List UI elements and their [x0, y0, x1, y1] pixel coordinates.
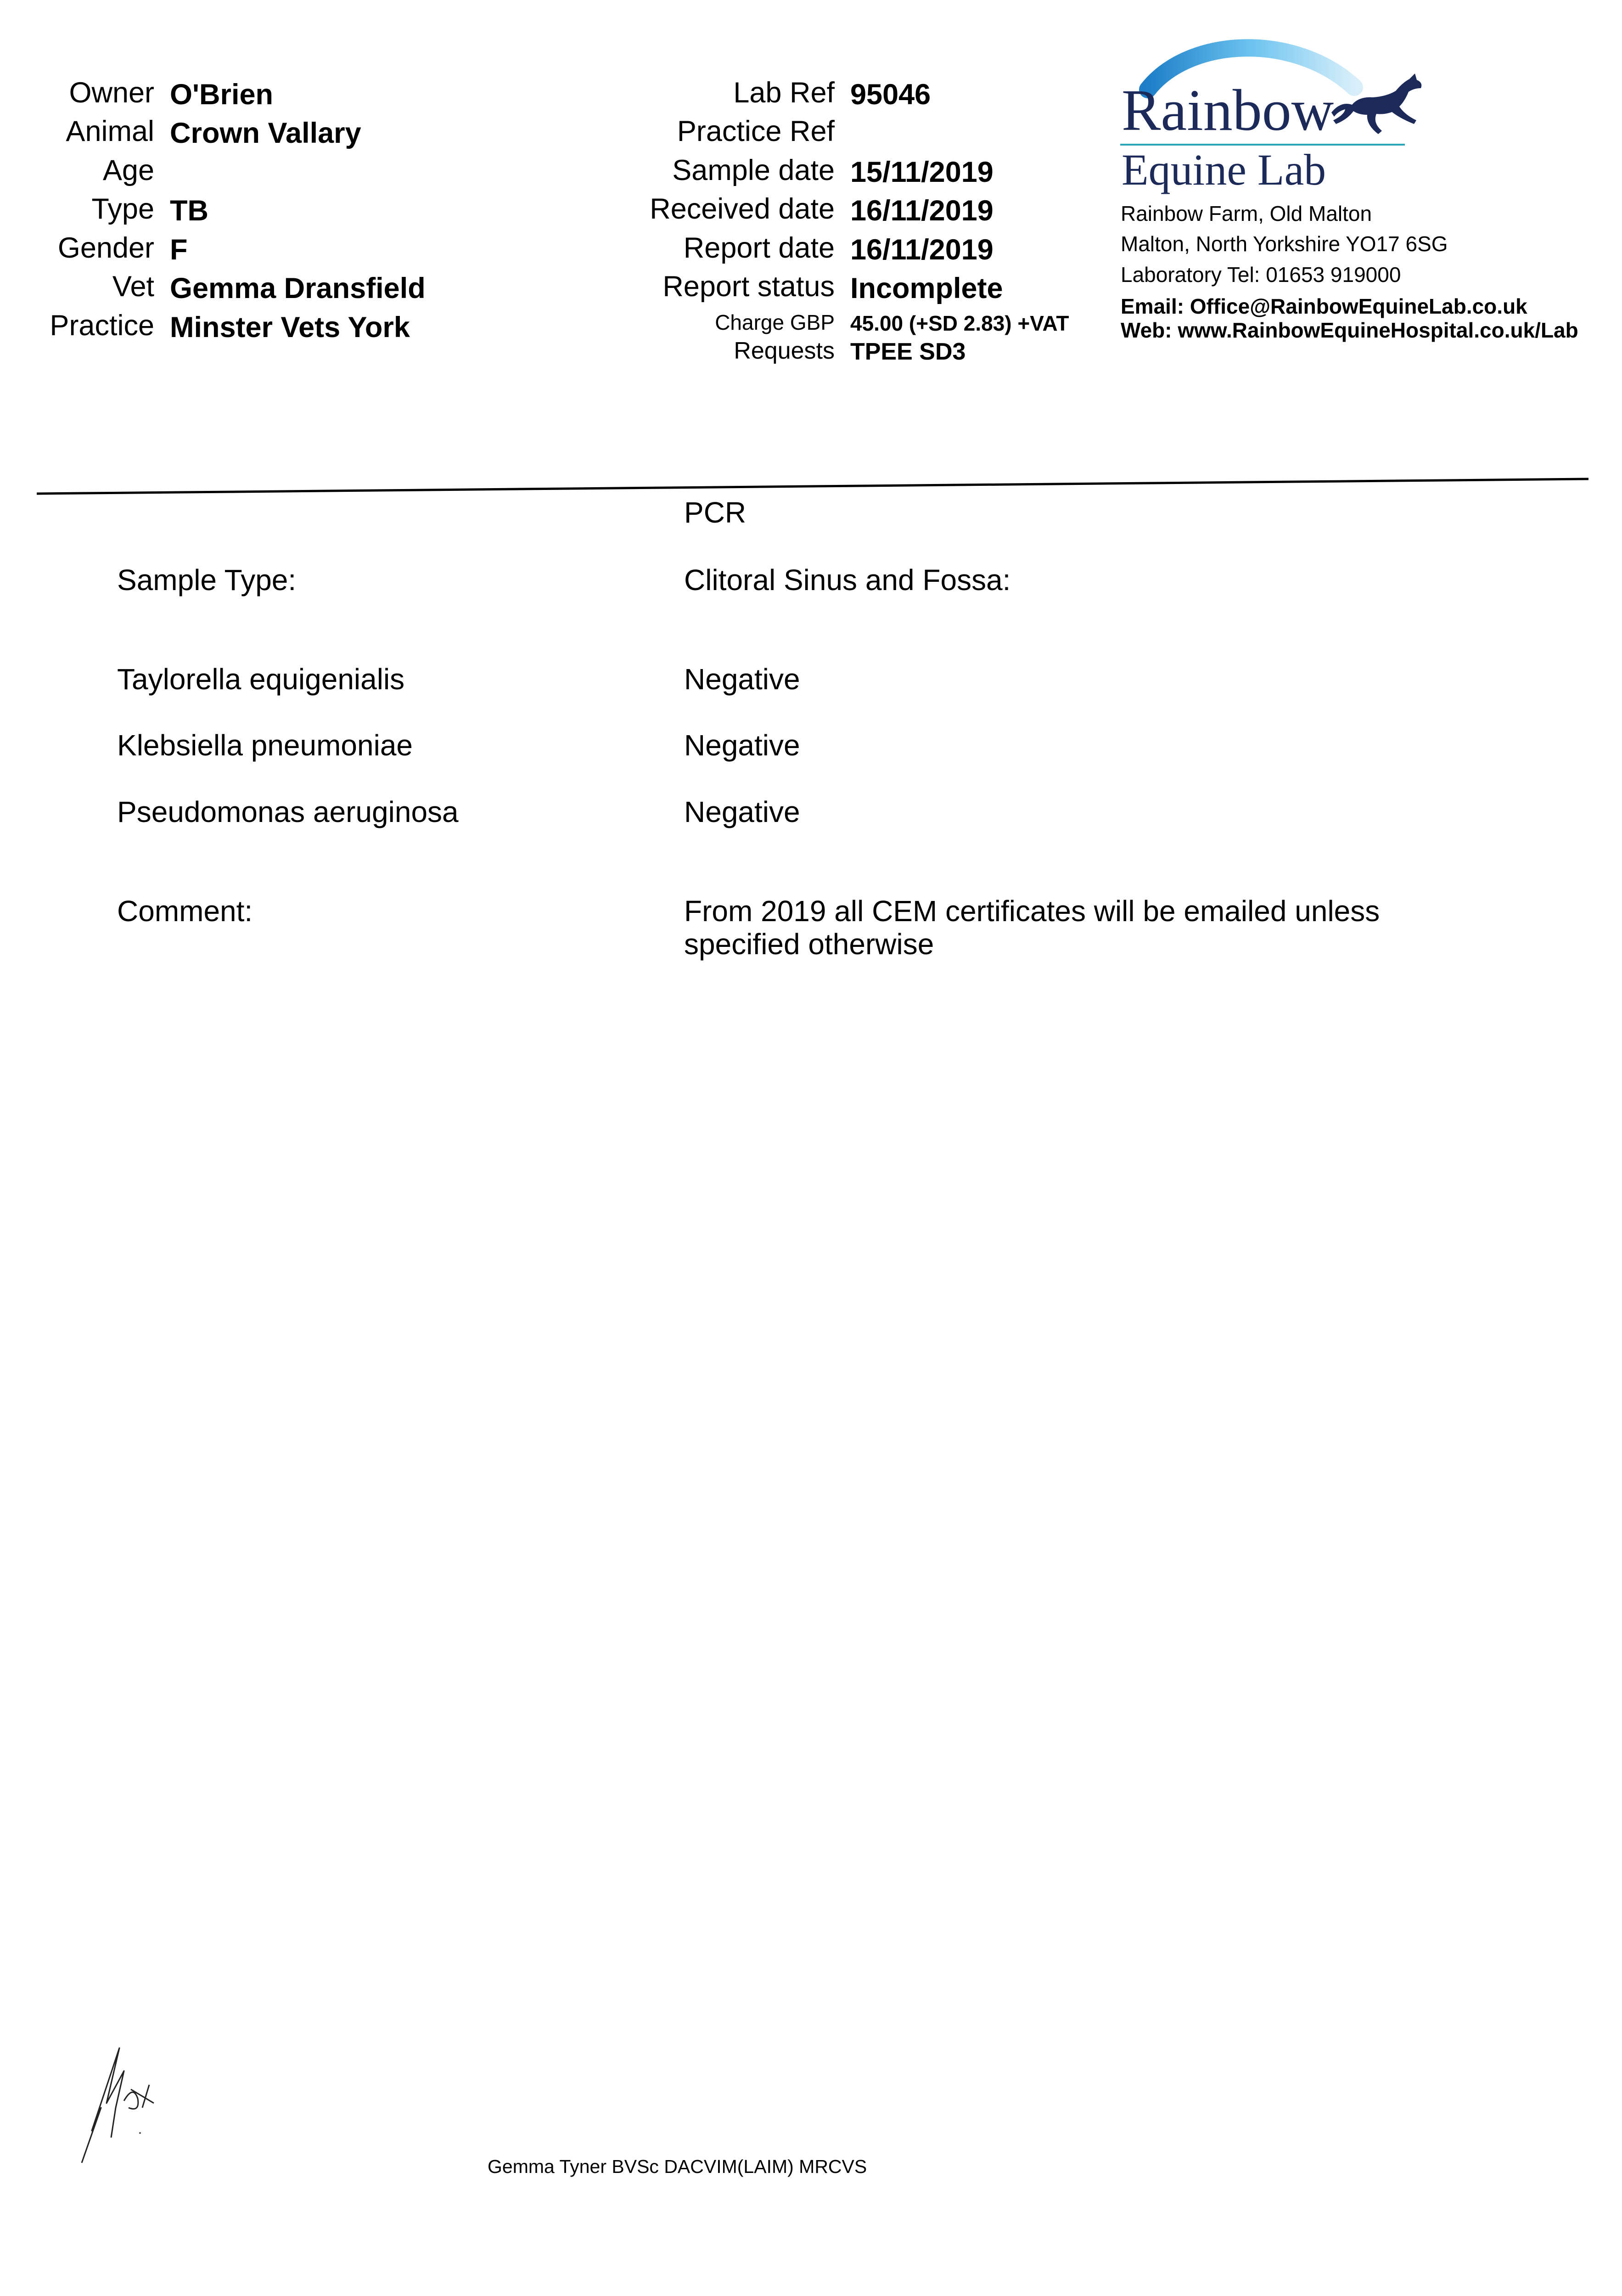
lab-address-line2: Malton, North Yorkshire YO17 6SG [1121, 232, 1448, 256]
gender-value: F [170, 234, 188, 266]
gender-label: Gender [57, 232, 154, 264]
charge-label: Charge GBP [715, 310, 835, 334]
age-label: Age [102, 154, 154, 186]
lab-address-line1: Rainbow Farm, Old Malton [1121, 202, 1372, 225]
lab-logo-name: Rainbow [1122, 78, 1334, 143]
comment-line-1: From 2019 all CEM certificates will be emailed unless [684, 895, 1380, 928]
lab-ref-label: Lab Ref [733, 77, 835, 109]
test-organism: Pseudomonas aeruginosa [117, 795, 459, 828]
header-divider [0, 473, 1622, 496]
report-status-label: Report status [662, 270, 835, 303]
report-date-value: 16/11/2019 [850, 234, 993, 266]
test-result: Negative [684, 729, 800, 762]
sample-date-label: Sample date [672, 154, 835, 186]
test-result: Negative [684, 663, 800, 696]
signer-name: Gemma Tyner BVSc DACVIM(LAIM) MRCVS [488, 2156, 867, 2177]
lab-website: Web: www.RainbowEquineHospital.co.uk/Lab [1121, 318, 1578, 342]
sample-type-label: Sample Type: [117, 563, 297, 597]
owner-label: Owner [69, 77, 154, 109]
type-label: Type [91, 193, 154, 225]
received-date-label: Received date [650, 193, 835, 225]
vet-value: Gemma Dransfield [170, 272, 426, 304]
charge-value: 45.00 (+SD 2.83) +VAT [850, 311, 1069, 335]
lab-ref-value: 95046 [850, 79, 931, 111]
section-title: PCR [684, 496, 746, 529]
test-organism: Taylorella equigenialis [117, 663, 405, 696]
sample-type-value: Clitoral Sinus and Fossa: [684, 563, 1011, 597]
comment-label: Comment: [117, 895, 253, 928]
animal-value: Crown Vallary [170, 117, 361, 149]
lab-email: Email: Office@RainbowEquineLab.co.uk [1121, 294, 1527, 318]
received-date-value: 16/11/2019 [850, 195, 993, 227]
signature-image [73, 2039, 179, 2172]
type-value: TB [170, 195, 208, 227]
horse-icon [1327, 69, 1428, 138]
test-organism: Klebsiella pneumoniae [117, 729, 413, 762]
requests-value: TPEE SD3 [850, 338, 966, 365]
sample-date-value: 15/11/2019 [850, 156, 993, 188]
owner-value: O'Brien [170, 79, 274, 111]
animal-label: Animal [66, 115, 154, 147]
practice-label: Practice [50, 310, 154, 342]
lab-telephone: Laboratory Tel: 01653 919000 [1121, 263, 1401, 287]
lab-logo-subtitle: Equine Lab [1122, 145, 1326, 194]
report-date-label: Report date [683, 232, 835, 264]
vet-label: Vet [112, 270, 154, 303]
report-status-value: Incomplete [850, 272, 1003, 304]
requests-label: Requests [734, 338, 835, 364]
practice-value: Minster Vets York [170, 311, 410, 343]
comment-line-2: specified otherwise [684, 928, 934, 961]
test-result: Negative [684, 795, 800, 828]
practice-ref-label: Practice Ref [677, 115, 835, 147]
